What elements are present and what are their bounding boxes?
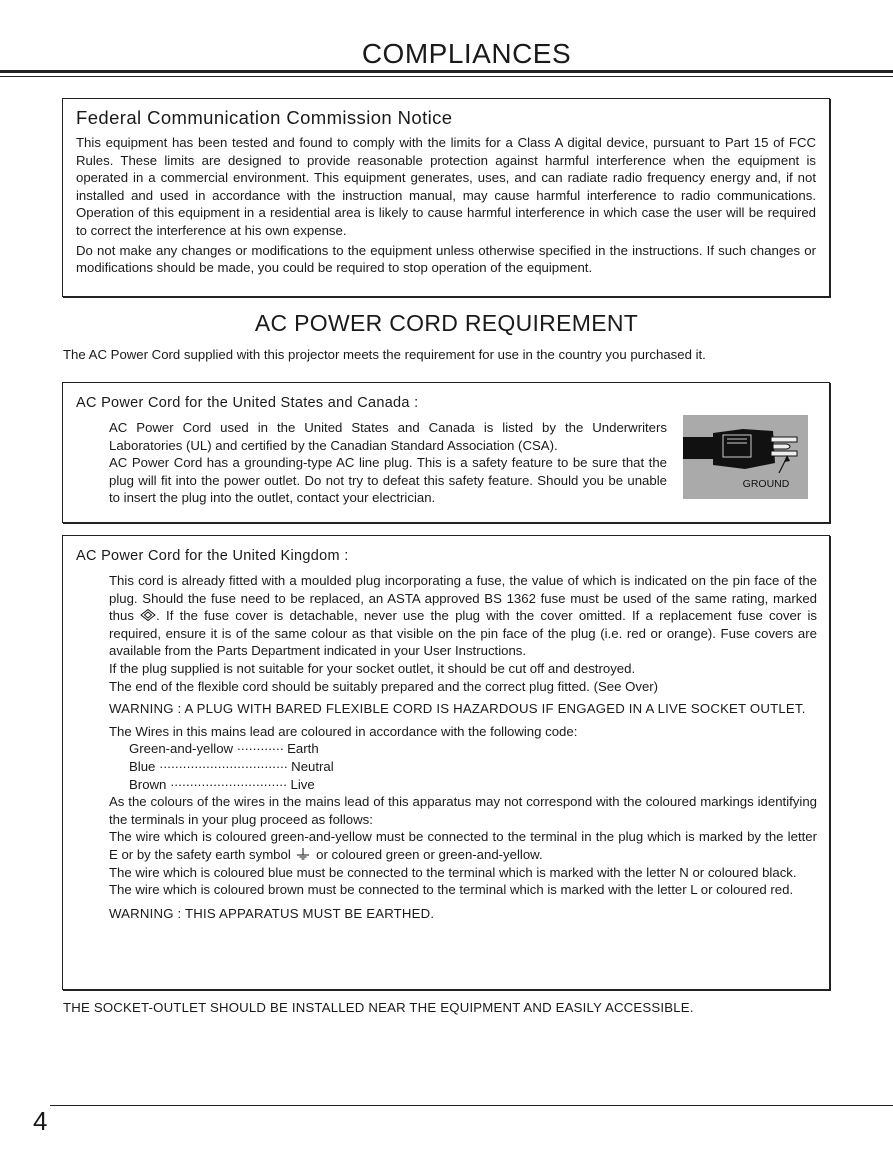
title-rule-thick [0,70,893,73]
us-canada-cord-box [62,382,830,523]
ac-power-cord-intro: The AC Power Cord supplied with this projector meets the requirement for use in the country you purchased it. [63,347,706,362]
wire-code-item [129,740,817,758]
fcc-notice-title: Federal Communication Commission Notice [76,107,453,128]
wire-terminal: Earth [287,741,319,757]
uk-body [109,572,817,922]
fcc-paragraph-2: Do not make any changes or modifications to the equipment unless otherwise specified in the instructions. If such changes or modifications should be made, you could be required to stop operation of the equipment. [76,242,816,276]
uk-green-yellow-rule [109,828,817,863]
uk-cut-off: If the plug supplied is not suitable for your socket outlet, it should be cut off and destroyed. [109,660,636,676]
asta-fuse-mark-icon [140,608,156,623]
green-yellow-text-b: or coloured green or green-and-yellow. [316,846,543,862]
earth-symbol-icon [294,847,312,862]
green-yellow-text-a: The wire which is coloured green-and-yellow must be connected to the terminal in the plug which is marked by the letter E or by the safety earth symbol [109,829,817,862]
fcc-notice-body [76,134,816,277]
uk-fuse-text-a: This cord is already fitted with a moulded plug incorporating a fuse, the value of which is indicated on the pin face of the plug. Should the fuse need to be replaced, an ASTA approved BS 1362 fuse must be used of the same rating, marked thus [109,573,817,624]
uk-warning-earthed: WARNING : THIS APPARATUS MUST BE EARTHED. [109,905,435,921]
wire-leader: ······························ [170,776,287,792]
page-number: 4 [33,1106,48,1136]
socket-outlet-note: THE SOCKET-OUTLET SHOULD BE INSTALLED NEAR THE EQUIPMENT AND EASILY ACCESSIBLE. [63,1000,694,1015]
wire-terminal: Neutral [291,758,334,774]
uk-wires-intro: The Wires in this mains lead are coloured in accordance with the following code: [109,723,578,739]
uk-fuse-paragraph [109,572,817,660]
ground-label: GROUND [742,478,790,490]
us-canada-paragraph-1: AC Power Cord used in the United States and Canada is listed by the Underwriters Laboratories (UL) and certified by the Canadian Standard Association (CSA). [109,420,667,453]
wire-colour: Brown [129,776,167,792]
us-canada-paragraph-2: AC Power Cord has a grounding-type AC line plug. This is a safety feature to be sure that the plug will fit into the power outlet. Do not try to defeat this safety feature. Should you be unable to insert the plug into the outlet, contact your electrician. [109,455,667,506]
fcc-notice-box [62,98,830,297]
wire-code-item [129,776,817,794]
title-rule-thin [0,76,893,77]
wire-colour: Green-and-yellow [129,741,234,757]
wire-terminal: Live [290,776,315,792]
grounding-plug-icon [683,415,808,499]
ac-power-cord-heading: AC POWER CORD REQUIREMENT [254,310,639,336]
uk-warning-bared-cord: WARNING : A PLUG WITH BARED FLEXIBLE CORD IS HAZARDOUS IF ENGAGED IN A LIVE SOCKET OUTLET. [109,701,806,717]
wire-colour: Blue [129,758,156,774]
wire-colour-code-list [129,740,817,793]
uk-brown-rule: The wire which is coloured brown must be connected to the terminal which is marked with the letter L or coloured red. [109,882,794,898]
us-canada-body [109,419,667,507]
grounding-plug-image [683,415,808,499]
wire-leader: ············ [236,741,284,757]
footer-rule [50,1105,893,1106]
uk-title: AC Power Cord for the United Kingdom : [76,548,349,564]
fcc-paragraph-1: This equipment has been tested and found to comply with the limits for a Class A digital device, pursuant to Part 15 of FCC Rules. These limits are designed to provide reasonable protection against harmful interference when the equipment is operated in a commercial environment. This equipment generates, uses, and can radiate radio frequency energy and, if not installed and used in accordance with the instruction manual, may cause harmful interference to radio communications. Operation of this equipment in a residential area is likely to cause harmful interference in which case the user will be required to correct the interference at his own expense. [76,135,816,238]
us-canada-title: AC Power Cord for the United States and Canada : [76,395,419,411]
wire-code-item [129,758,817,776]
uk-colours-note: As the colours of the wires in the mains lead of this apparatus may not correspond with the coloured markings identifying the terminals in your plug proceed as follows: [109,794,817,827]
uk-fuse-text-b: . If the fuse cover is detachable, never use the plug with the cover omitted. If a replacement fuse cover is required, ensure it is of the same colour as that visible on the pin face of the plug (i.e. red or orange). Fuse covers are available from the Parts Department indicated in your User Instructions. [109,608,817,659]
page-title: COMPLIANCES [361,38,572,69]
wire-leader: ································· [159,758,288,774]
uk-cord-box [62,535,830,990]
uk-blue-rule: The wire which is coloured blue must be connected to the terminal which is marked with the letter N or coloured black. [109,864,797,880]
uk-flex-cord: The end of the flexible cord should be suitably prepared and the correct plug fitted. (See Over) [109,678,659,694]
